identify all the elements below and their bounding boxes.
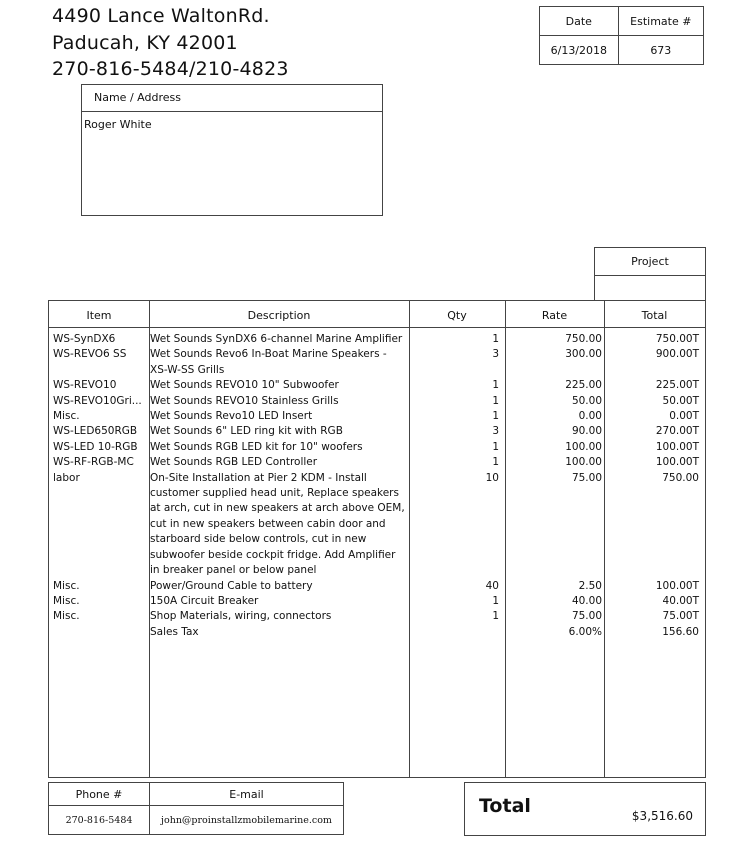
description-cell: On-Site Installation at Pier 2 KDM - Install customer supplied head unit, Replace speakers at arch, cut in new speakers at arch above OEM, cut in new speakers between cabin door and starboard side below controls, cut in new subwoofer beside cockpit fridge. Add Amplifier in breaker panel or below panel [150,471,405,577]
rate-cell: 100.00 [565,440,602,453]
description-cell: Wet Sounds REVO10 Stainless Grills [150,394,339,407]
table-row [49,594,705,609]
table-row [49,409,705,424]
contact-table [48,782,344,835]
qty-cell: 1 [492,379,499,392]
item-cell: WS-RF-RGB-MC [53,456,134,469]
rate-cell: 2.50 [578,579,602,592]
date-value: 6/13/2018 [540,36,619,65]
total-cell: 100.00T [655,456,699,469]
total-cell: 750.00T [655,333,699,345]
customer-name: Roger White [84,118,152,131]
rate-cell: 75.00 [571,471,602,484]
company-address-line2: Paducah, KY 42001 [52,32,238,54]
item-cell: Misc. [53,410,80,423]
total-cell: 156.60 [662,625,699,638]
qty-cell: 10 [485,471,499,484]
date-label: Date [540,7,619,36]
rate-cell: 100.00 [565,456,602,469]
line-items-table [48,300,706,778]
estimate-number-value: 673 [618,36,703,65]
qty-cell: 3 [492,348,499,361]
item-cell: Misc. [53,610,80,623]
table-row [49,440,705,455]
description-cell: Wet Sounds Revo6 In-Boat Marine Speakers - XS-W-SS Grills [150,348,387,376]
table-row [49,424,705,439]
qty-cell: 1 [492,456,499,469]
item-cell: Misc. [53,579,80,592]
qty-cell: 1 [492,610,499,623]
table-row [49,394,705,409]
email-value: john@proinstallzmobilemarine.com [150,806,344,835]
rate-cell: 6.00% [568,625,602,638]
item-cell: WS-REVO10 [53,379,117,392]
rate-cell: 750.00 [565,333,602,345]
description-cell: Wet Sounds Revo10 LED Insert [150,410,313,423]
description-cell: Wet Sounds SynDX6 6-channel Marine Amplifier [150,333,403,345]
estimate-number-label: Estimate # [618,7,703,36]
qty-cell: 1 [492,594,499,607]
qty-cell: 3 [492,425,499,438]
qty-cell: 1 [492,410,499,423]
total-cell: 100.00T [655,440,699,453]
rate-cell: 50.00 [571,394,602,407]
description-cell: 150A Circuit Breaker [150,594,259,607]
name-address-label: Name / Address [82,85,382,112]
rate-cell: 300.00 [565,348,602,361]
header-description: Description [247,309,311,322]
description-cell: Wet Sounds RGB LED kit for 10" woofers [150,440,363,453]
description-cell: Wet Sounds RGB LED Controller [150,456,318,469]
line-items [49,332,705,640]
total-cell: 100.00T [655,579,699,592]
qty-cell: 1 [492,440,499,453]
description-cell: Wet Sounds 6" LED ring kit with RGB [150,425,343,438]
item-cell: WS-REVO10Gri... [53,394,142,407]
item-cell: WS-LED 10-RGB [53,440,138,453]
header-qty: Qty [447,309,467,322]
item-cell: labor [53,471,80,484]
total-value: $3,516.60 [631,809,693,823]
total-cell: 225.00T [655,379,699,392]
qty-cell: 1 [492,394,499,407]
total-cell: 750.00 [662,471,699,484]
total-cell: 40.00T [662,594,699,607]
description-cell: Sales Tax [150,625,199,638]
total-label: Total [479,795,531,817]
table-row [49,471,705,579]
table-row [49,347,705,378]
header-item: Item [86,309,112,322]
table-row [49,455,705,470]
table-row [49,332,705,347]
description-cell: Shop Materials, wiring, connectors [150,610,332,623]
description-cell: Wet Sounds REVO10 10" Subwoofer [150,379,339,392]
qty-cell: 40 [485,579,499,592]
rate-cell: 40.00 [571,594,602,607]
email-label: E-mail [150,783,344,806]
estimate-meta-table [539,6,704,65]
header-total: Total [641,309,668,322]
qty-cell: 1 [492,333,499,345]
total-cell: 75.00T [662,610,699,623]
item-cell: WS-REVO6 SS [53,348,127,361]
total-cell: 50.00T [662,394,699,407]
table-row [49,609,705,624]
total-cell: 270.00T [655,425,699,438]
rate-cell: 225.00 [565,379,602,392]
item-cell: WS-LED650RGB [53,425,138,438]
total-cell: 900.00T [655,348,699,361]
description-cell: Power/Ground Cable to battery [150,579,313,592]
rate-cell: 75.00 [571,610,602,623]
total-box [464,782,706,836]
table-row [49,579,705,594]
phone-value: 270-816-5484 [49,806,150,835]
company-phone: 270-816-5484/210-4823 [52,58,289,80]
project-box [594,247,706,301]
project-label: Project [595,248,705,276]
phone-label: Phone # [49,783,150,806]
total-cell: 0.00T [669,410,699,423]
rate-cell: 0.00 [578,410,602,423]
rate-cell: 90.00 [571,425,602,438]
table-row [49,625,705,640]
name-address-box [81,84,383,216]
company-address-line1: 4490 Lance WaltonRd. [52,5,270,27]
header-rate: Rate [541,309,568,322]
item-cell: Misc. [53,594,80,607]
table-row [49,378,705,393]
item-cell: WS-SynDX6 [53,333,116,345]
